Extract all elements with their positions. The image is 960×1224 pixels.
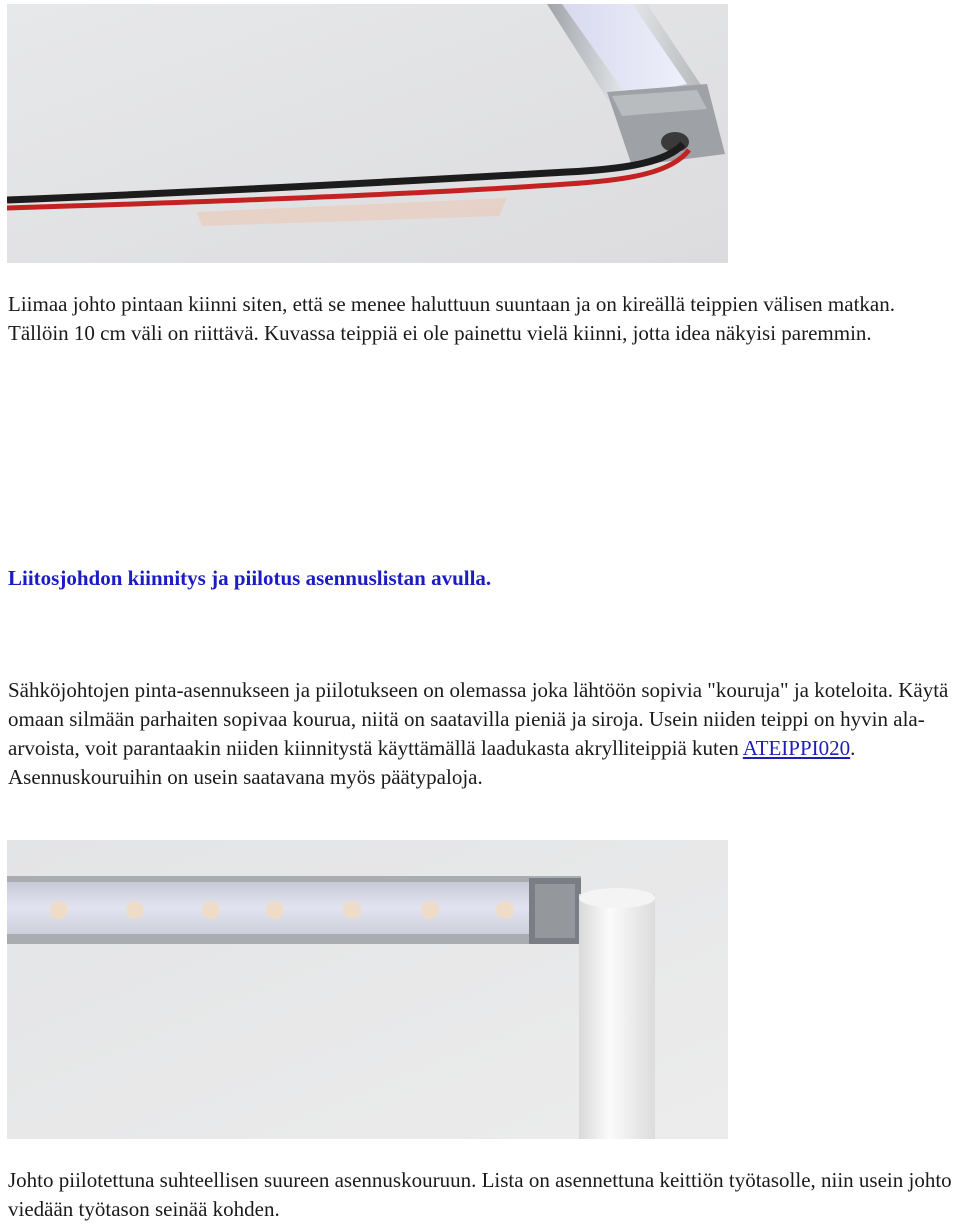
section-heading: Liitosjohdon kiinnitys ja piilotus asennuslistan avulla. — [8, 566, 492, 590]
paragraph-text-after-link: . Asennuskouruihin on usein saatavana myös päätypaloja. — [8, 736, 856, 789]
led-profile-cable-channel-illustration — [7, 840, 728, 1139]
led-strip-cable-photo — [7, 4, 728, 263]
paragraph-hidden-cable: Johto piilotettuna suhteellisen suureen asennuskouruun. Lista on asennettuna keittiön työtasolle, niin usein johto viedään työtason seinää kohden. — [8, 1168, 952, 1221]
ateippi020-link[interactable]: ATEIPPI020 — [742, 736, 851, 760]
led-profile-cable-channel-photo — [7, 840, 728, 1139]
led-strip-cable-illustration — [7, 4, 728, 263]
paragraph-cable-channels — [8, 676, 953, 792]
paragraph-cable-taping: Liimaa johto pintaan kiinni siten, että se menee haluttuun suuntaan ja on kireällä teippien välisen matkan. Tällöin 10 cm väli on riittävä. Kuvassa teippiä ei ole painettu vielä kiinni, jotta idea näkyisi paremmin. — [8, 292, 895, 345]
paragraph-text-before-link: Sähköjohtojen pinta-asennukseen ja piilotukseen on olemassa joka lähtöön sopivia "kouruja" ja koteloita. Käytä omaan silmään parhaiten sopivaa kourua, niitä on saatavilla pieniä ja siroja. Usein niiden teippi on hyvin ala-arvoista, voit parantaakin niiden kiinnitystä käyttämällä laadukasta akrylliteippiä kuten — [8, 678, 949, 760]
